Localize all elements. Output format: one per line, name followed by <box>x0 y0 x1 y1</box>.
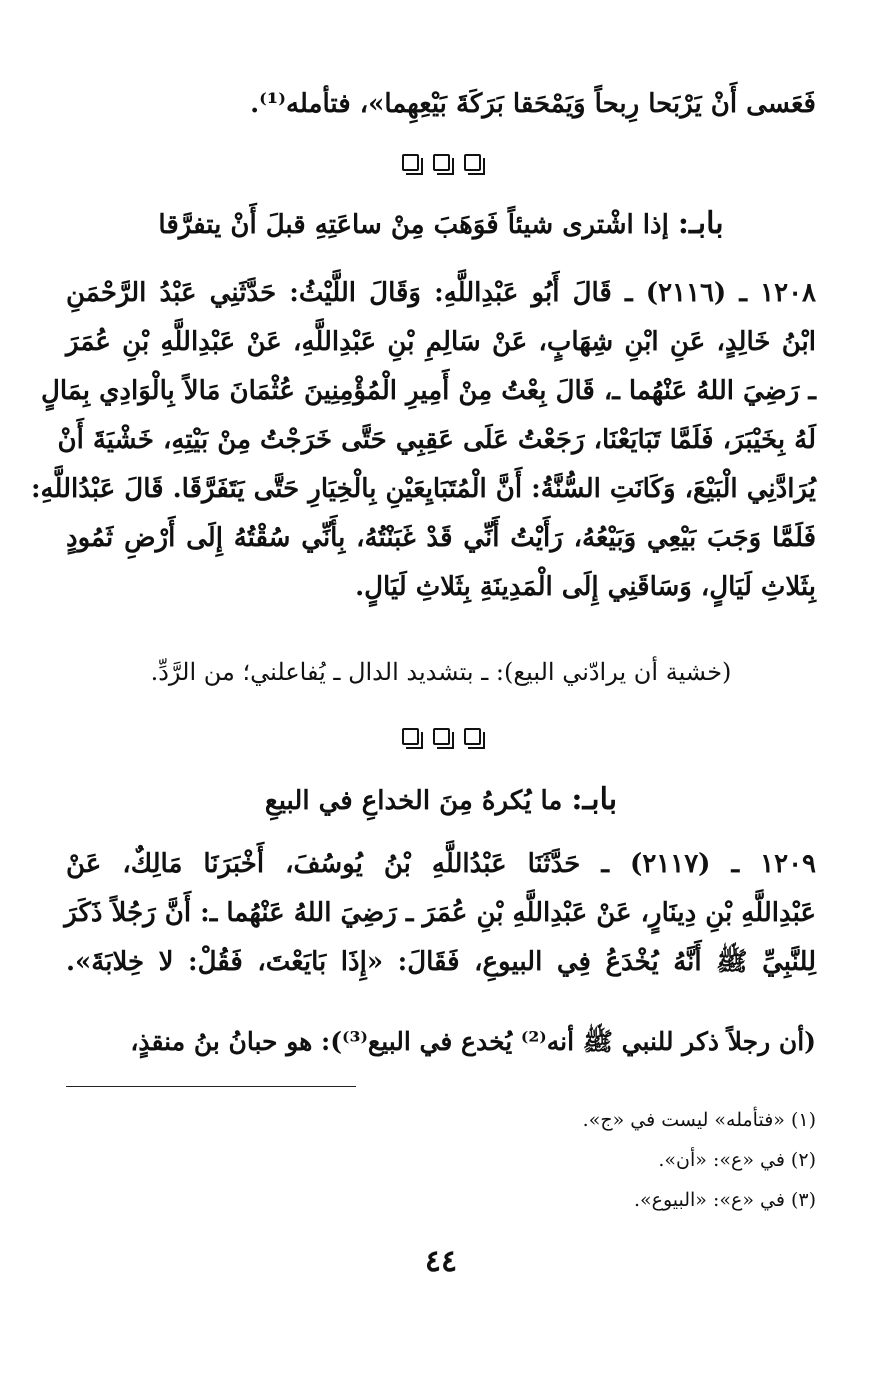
book-page <box>30 62 816 1352</box>
text-line: فَلَمَّا وَجَبَ بَيْعِي وَبَيْعُهُ، رَأَيْتُ أَنِّي قَدْ غَبَنْتُهُ، بِأَنِّي سُقْتُهُ إِلَى أَرْضِ ثَمُودٍ <box>66 523 816 553</box>
hadith-text <box>30 269 816 612</box>
text-line: ١٢٠٨ ـ (٢١١٦) ـ قَالَ أَبُو عَبْدِاللَّهِ: وَقَالَ اللَّيْثُ: حَدَّثَنِي عَبْدُ الرَّحْمَنِ <box>66 278 816 308</box>
chapter-heading <box>66 780 816 821</box>
text-line: ـ رَضِيَ اللهُ عَنْهُما ـ، قَالَ بِعْتُ مِنْ أَمِيرِ الْمُؤْمِنِينَ عُثْمَانَ مَالاً بِالْوَادِي بِمَالٍ <box>40 376 816 406</box>
chapter-title: ما يُكرهُ مِنَ الخداعِ في البيعِ <box>264 786 563 816</box>
square-ornament-icon <box>433 154 450 171</box>
footnote: (٣) في «ع»: «البيوع». <box>633 1189 816 1211</box>
text-line: يُرَادَّنِي الْبَيْعَ، وَكَانَتِ السُّنَّةُ: أَنَّ الْمُتَبَايِعَيْنِ بِالْخِيَارِ حَتَّى يَتَفَرَّقَا. قَالَ عَبْدُاللَّهِ: <box>30 474 816 504</box>
explanatory-note: (خشية أن يرادّني البيع): ـ بتشديد الدال ـ يُفاعلني؛ من الرَّدِّ. <box>150 658 732 686</box>
square-ornament-icon <box>402 154 419 171</box>
text-line: عَبْدِاللَّهِ بْنِ دِينَارٍ، عَنْ عَبْدِاللَّهِ بْنِ عُمَرَ ـ رَضِيَ اللهُ عَنْهُما ـ: أَنَّ رَجُلاً ذَكَرَ <box>64 898 816 928</box>
chapter-label: بابـ: <box>571 782 618 817</box>
text-line: ابْنُ خَالِدٍ، عَنِ ابْنِ شِهَابٍ، عَنْ سَالِمِ بْنِ عَبْدِاللَّهِ، عَنْ عَبْدِاللَّهِ بْنِ عُمَرَ <box>66 327 816 357</box>
square-ornament-icon <box>402 728 419 745</box>
section-separator <box>66 728 816 745</box>
chapter-heading <box>66 204 816 245</box>
square-ornament-icon <box>464 154 481 171</box>
chapter-label: بابـ: <box>677 206 724 241</box>
footnote: (٢) في «ع»: «أن». <box>658 1149 816 1171</box>
square-ornament-icon <box>433 728 450 745</box>
footnotes <box>66 1100 816 1220</box>
text-line: لِلنَّبِيِّ ﷺ أَنَّهُ يُخْدَعُ فِي البيوعِ، فَقَالَ: «إِذَا بَايَعْتَ، فَقُلْ: لا خِلابَةَ». <box>66 947 816 977</box>
footnote: (١) «فتأمله» ليست في «ج». <box>582 1109 816 1131</box>
intro-line: فَعَسى أَنْ يَرْبَحا رِبحاً وَيَمْحَقا بَرَكَةَ بَيْعِهِما»، فتأمله⁽¹⁾. <box>250 89 816 119</box>
section-separator <box>66 154 816 171</box>
chapter-title: إذا اشْترى شيئاً فَوَهَبَ مِنْ ساعَتِهِ قبلَ أَنْ يتفرَّقا <box>158 210 669 240</box>
page-number: ٤٤ <box>424 1244 458 1279</box>
hadith-text <box>66 840 816 987</box>
square-ornament-icon <box>464 728 481 745</box>
text-line: بِثَلاثِ لَيَالٍ، وَسَاقَنِي إِلَى الْمَدِينَةِ بِثَلاثِ لَيَالٍ. <box>355 572 816 602</box>
text-line: لَهُ بِخَيْبَرَ، فَلَمَّا تَبَايَعْنَا، رَجَعْتُ عَلَى عَقِبِي حَتَّى خَرَجْتُ مِنْ بَيْتِهِ، خَشْيَةَ أَنْ <box>57 425 816 455</box>
explanatory-note: (أن رجلاً ذكر للنبي ﷺ أنه⁽²⁾ يُخدع في البيع⁽³⁾): هو حبانُ بنُ منقذٍ، <box>130 1027 816 1056</box>
footnote-divider <box>66 1086 356 1087</box>
text-line: ١٢٠٩ ـ (٢١١٧) ـ حَدَّثَنَا عَبْدُاللَّهِ بْنُ يُوسُفَ، أَخْبَرَنَا مَالِكٌ، عَنْ <box>66 849 816 879</box>
